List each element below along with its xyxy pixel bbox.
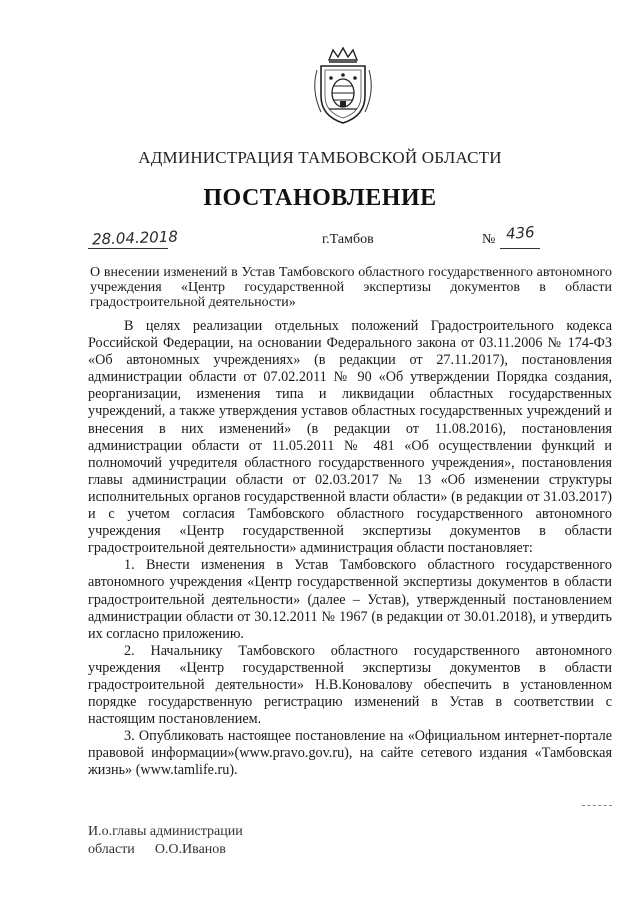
preamble-paragraph: В целях реализации отдельных положений Градостроительного кодекса Российской Федерации, на основании Федерального закона от 03.11.2006 № 174-ФЗ «Об автономных учреждениях» (в редакции от 27.11.2017), постановления администрации области от 07.02.2011 № 90 «Об утверждении Порядка создания, реорганизации, изменения типа и ликвидации областных государственных учреждений, а также утверждения уставов областных государственных учреждений и внесения в них изменений» (в редакции от 11.08.2016), постановления администрации области от 11.05.2011 № 481 «Об осуществлении функций и полномочий учредителя областного государственного учреждения», постановления главы администрации области от 02.03.2017 № 13 «Об изменении структуры исполнительных органов государственной власти области» (в редакции от 31.03.2017) и с учетом согласия Тамбовского областного государственного автономного учреждения «Центр государственной экспертизы документов в области градостроительной деятельности» администрация области постановляет: — [88, 318, 612, 557]
document-number-label: № — [482, 232, 496, 247]
document-number: 436 — [505, 223, 536, 243]
coat-of-arms-icon — [307, 46, 379, 126]
signature-block — [88, 823, 243, 859]
signatory-title-line2: области — [88, 842, 135, 857]
document-city: г.Тамбов — [322, 232, 374, 247]
clause-1-paragraph: 1. Внести изменения в Устав Тамбовского областного государственного автономного учреждения «Центр государственной экспертизы документов в области градостроительной деятельности» (далее – Устав), утвержденный постановлением администрации области от 30.12.2011 № 1967 (в редакции от 30.01.2018), и утвердить их согласно приложению. — [88, 557, 612, 642]
clause-3-paragraph: 3. Опубликовать настоящее постановление на «Официальном интернет-портале правовой информации»(www.pravo.gov.ru), на сайте сетевого издания «Тамбовская жизнь» (www.tamlife.ru). — [88, 728, 612, 779]
margin-mark — [582, 805, 612, 806]
clause-2-paragraph: 2. Начальнику Тамбовского областного государственного автономного учреждения «Центр государственной экспертизы документов в области градостроительной деятельности» Н.В.Коновалову обеспечить в установленном порядке государственную регистрацию изменений в Устав в соответствии с настоящим постановлением. — [88, 642, 612, 728]
agency-name: АДМИНИСТРАЦИЯ ТАМБОВСКОЙ ОБЛАСТИ — [138, 148, 502, 167]
number-underline — [500, 248, 540, 249]
signatory-title-line1: И.о.главы администрации — [88, 824, 243, 839]
date-underline — [88, 248, 168, 249]
document-date: 28.04.2018 — [91, 227, 179, 249]
document-subject: О внесении изменений в Устав Тамбовского областного государственного автономного учреждения «Центр государственной экспертизы документов в области градостроительной деятельности» — [90, 265, 612, 310]
document-body — [88, 318, 612, 780]
document-type-title: ПОСТАНОВЛЕНИЕ — [203, 185, 437, 211]
signatory-name: О.О.Иванов — [154, 842, 226, 857]
